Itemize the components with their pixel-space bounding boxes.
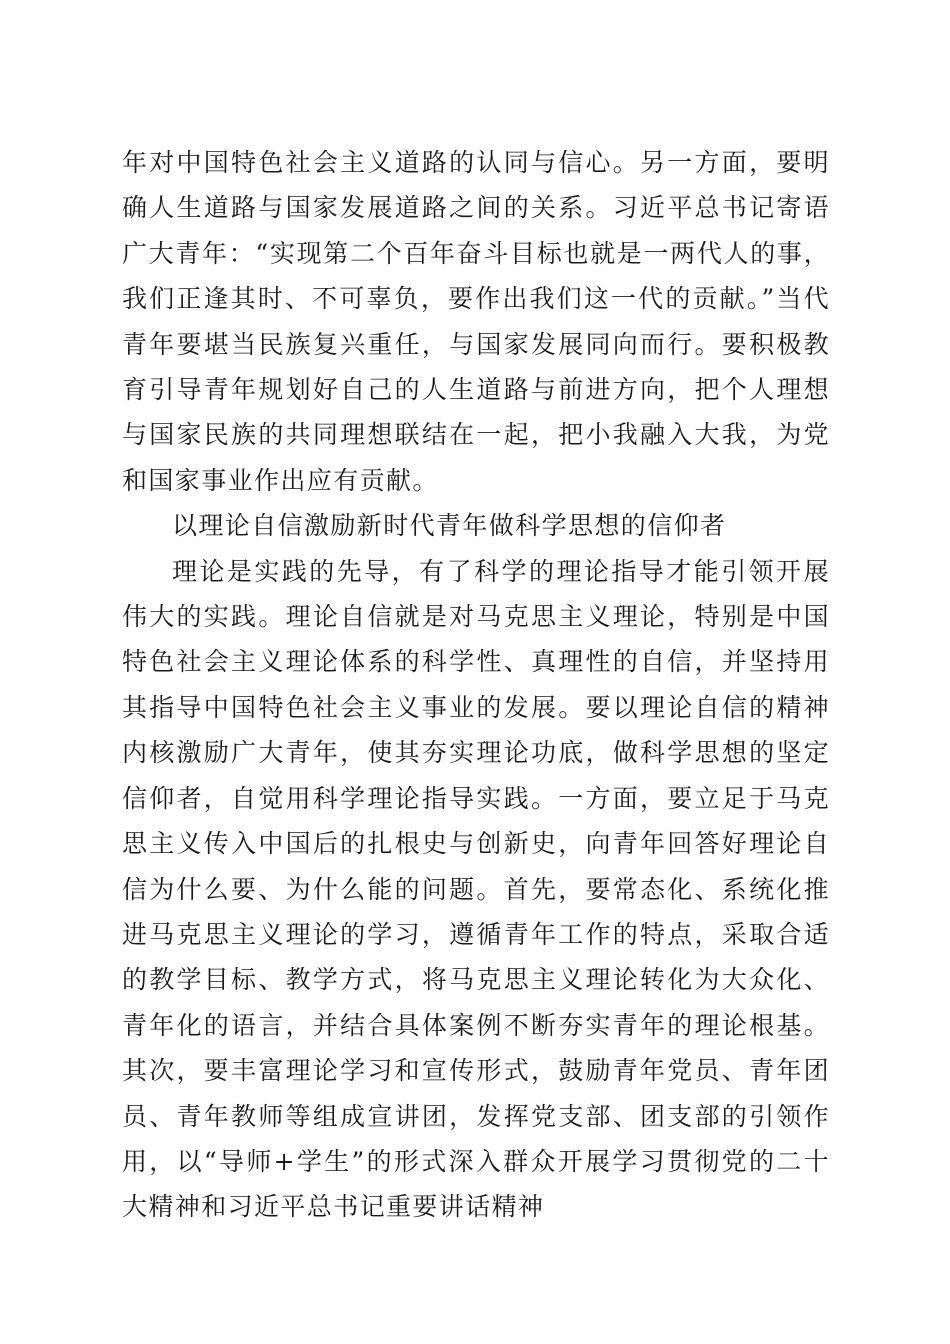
- document-body: [122, 140, 830, 1230]
- paragraph-continued: 年对中国特色社会主义道路的认同与信心。另一方面，要明确人生道路与国家发展道路之间的关系。习近平总书记寄语广大青年：“实现第二个百年奋斗目标也就是一两代人的事，我们正逢其时、不可辜负，要作出我们这一代的贡献。”当代青年要堪当民族复兴重任，与国家发展同向而行。要积极教育引导青年规划好自己的人生道路与前进方向，把个人理想与国家民族的共同理想联结在一起，把小我融入大我，为党和国家事业作出应有贡献。: [122, 148, 830, 495]
- section-heading: 以理论自信激励新时代青年做科学思想的信仰者: [172, 511, 727, 541]
- paragraph-theory: 理论是实践的先导，有了科学的理论指导才能引领开展伟大的实践。理论自信就是对马克思主义理论，特别是中国特色社会主义理论体系的科学性、真理性的自信，并坚持用其指导中国特色社会主义事业的发展。要以理论自信的精神内核激励广大青年，使其夯实理论功底，做科学思想的坚定信仰者，自觉用科学理论指导实践。一方面，要立足于马克思主义传入中国后的扎根史与创新史，向青年回答好理论自信为什么要、为什么能的问题。首先，要常态化、系统化推进马克思主义理论的学习，遵循青年工作的特点，采取合适的教学目标、教学方式，将马克思主义理论转化为大众化、青年化的语言，并结合具体案例不断夯实青年的理论根基。其次，要丰富理论学习和宣传形式，鼓励青年党员、青年团员、青年教师等组成宣讲团，发挥党支部、团支部的引领作用，以“导师+学生”的形式深入群众开展学习贯彻党的二十大精神和习近平总书记重要讲话精神: [122, 556, 830, 1222]
